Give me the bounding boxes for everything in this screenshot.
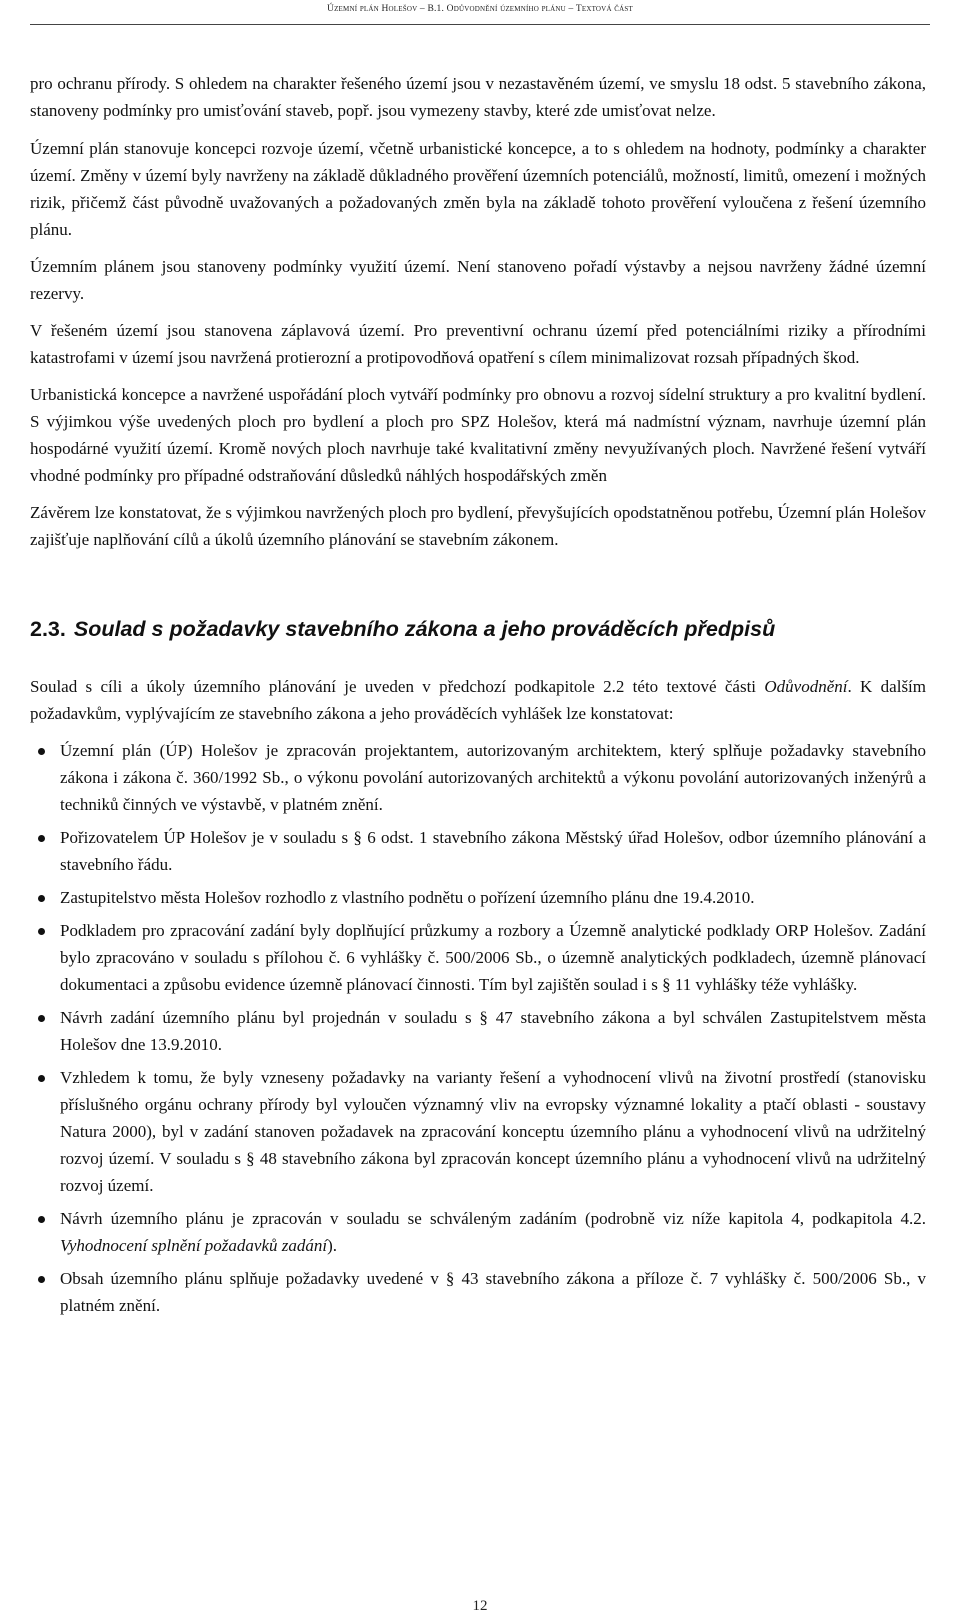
list-item-text-end: ). (327, 1236, 338, 1255)
list-item (60, 737, 926, 818)
list-item (60, 917, 926, 998)
list-item-text: Návrh zadání územního plánu byl projednán v souladu s § 47 stavebního zákona a byl schválen Zastupitelstvem města Holešov dne 13.9.2010. (60, 1008, 926, 1054)
paragraph: Územní plán stanovuje koncepci rozvoje území, včetně urbanistické koncepce, a to s ohledem na hodnoty, podmínky a charakter území. Změny v území byly navrženy na základě důkladného prověření územních potenciálů, možností, limitů, omezení i možných rizik, přičemž část původně uvažovaných a požadovaných změn byla na základě tohoto prověření vyloučena z řešení územního plánu. (30, 139, 926, 239)
paragraph: pro ochranu přírody. S ohledem na charakter řešeného území jsou v nezastavěném území, ve smyslu 18 odst. 5 stavebního zákona, stanoveny podmínky pro umisťování staveb, popř. jsou vymezeny stavby, které zde umisťovat nelze. (30, 74, 926, 120)
bullet-icon (38, 895, 45, 902)
list-item-italic: Vyhodnocení splnění požadavků zadání (60, 1236, 328, 1255)
intro-paragraph (30, 673, 926, 727)
list-item-text: Zastupitelstvo města Holešov rozhodlo z vlastního podnětu o pořízení územního plánu dne 19.4.2010. (60, 888, 755, 907)
intro-text: Soulad s cíli a úkoly územního plánování je uveden v předchozí podkapitole 2.2 této textové části (30, 677, 765, 696)
paragraph: V řešeném území jsou stanovena záplavová území. Pro preventivní ochranu území před potenciálními riziky a přírodními katastrofami v území jsou navržená protierozní a protipovodňová opatření s cílem minimalizovat rozsah případných škod. (30, 321, 926, 367)
page-body (30, 70, 926, 1325)
paragraph: Územním plánem jsou stanoveny podmínky využití území. Není stanoveno pořadí výstavby a nejsou navrženy žádné územní rezervy. (30, 257, 926, 303)
list-item (60, 1205, 926, 1259)
header-divider (30, 24, 930, 25)
bullet-icon (38, 748, 45, 755)
list-item-text: Obsah územního plánu splňuje požadavky uvedené v § 43 stavebního zákona a příloze č. 7 vyhlášky č. 500/2006 Sb., v platném znění. (60, 1269, 926, 1315)
list-item (60, 1004, 926, 1058)
running-header: Územní plán Holešov – B.1. Odůvodnění územního plánu – Textová část (327, 4, 633, 14)
bullet-list (60, 737, 926, 1319)
bullet-icon (38, 1015, 45, 1022)
list-item (60, 1064, 926, 1199)
section-title: Soulad s požadavky stavebního zákona a jeho prováděcích předpisů (73, 617, 776, 641)
bullet-icon (38, 1075, 45, 1082)
bullet-icon (38, 835, 45, 842)
intro-text-end: . K dalším požadavkům, vyplývajícím ze stavebního zákona a jeho prováděcích vyhlášek lze konstatovat: (30, 677, 927, 723)
page-number: 12 (472, 1598, 488, 1614)
paragraph: Urbanistická koncepce a navržené uspořádání ploch vytváří podmínky pro obnovu a rozvoj sídelní struktury a pro kvalitní bydlení. S výjimkou výše uvedených ploch pro bydlení a ploch pro SPZ Holešov, která má nadmístní význam, navrhuje územní plán hospodárné využití území. Kromě nových ploch navrhuje také kvalitativní změny nevyužívaných ploch. Navržené řešení vytváří vhodné podmínky pro případné odstraňování důsledků náhlých hospodářských změn (30, 385, 926, 485)
list-item-text: Územní plán (ÚP) Holešov je zpracován projektantem, autorizovaným architektem, který splňuje požadavky stavebního zákona i zákona č. 360/1992 Sb., o výkonu povolání autorizovaných architektů a výkonu povolání autorizovaných inženýrů a techniků činných ve výstavbě, v platném znění. (60, 741, 926, 814)
list-item (60, 824, 926, 878)
intro-italic: Odůvodnění (764, 677, 848, 696)
list-item-text: Vzhledem k tomu, že byly vzneseny požadavky na varianty řešení a vyhodnocení vlivů na životní prostředí (stanovisku příslušného orgánu ochrany přírody byl vyloučen významný vliv na evropsky významné lokality a ptačí oblasti - soustavy Natura 2000), byl v zadání stanoven požadavek na zpracování konceptu územního plánu a vyhodnocení vlivů na udržitelný rozvoj území. V souladu s § 48 stavebního zákona byl zpracován koncept územního plánu a vyhodnocení vlivů na udržitelný rozvoj území. (60, 1068, 926, 1195)
section-heading (30, 615, 926, 643)
bullet-icon (38, 1276, 45, 1283)
list-item-text: Podkladem pro zpracování zadání byly doplňující průzkumy a rozbory a Územně analytické podklady ORP Holešov. Zadání bylo zpracováno v souladu s přílohou č. 6 vyhlášky č. 500/2006 Sb., o územně analytických podkladech, územně plánovací dokumentaci a způsobu evidence územně plánovací činnosti. Tím byl zajištěn soulad i s § 11 vyhlášky téže vyhlášky. (60, 921, 926, 994)
list-item (60, 884, 926, 911)
section-number: 2.3. (30, 617, 66, 641)
list-item (60, 1265, 926, 1319)
list-item-text: Návrh územního plánu je zpracován v souladu se schváleným zadáním (podrobně viz níže kapitola 4, podkapitola 4.2. (60, 1209, 926, 1228)
list-item-text: Pořizovatelem ÚP Holešov je v souladu s § 6 odst. 1 stavebního zákona Městský úřad Holešov, odbor územního plánování a stavebního řádu. (60, 828, 926, 874)
bullet-icon (38, 928, 45, 935)
bullet-icon (38, 1216, 45, 1223)
paragraph: Závěrem lze konstatovat, že s výjimkou navržených ploch pro bydlení, převyšujících opodstatněnou potřebu, Územní plán Holešov zajišťuje naplňování cílů a úkolů územního plánování se stavebním zákonem. (30, 503, 926, 549)
